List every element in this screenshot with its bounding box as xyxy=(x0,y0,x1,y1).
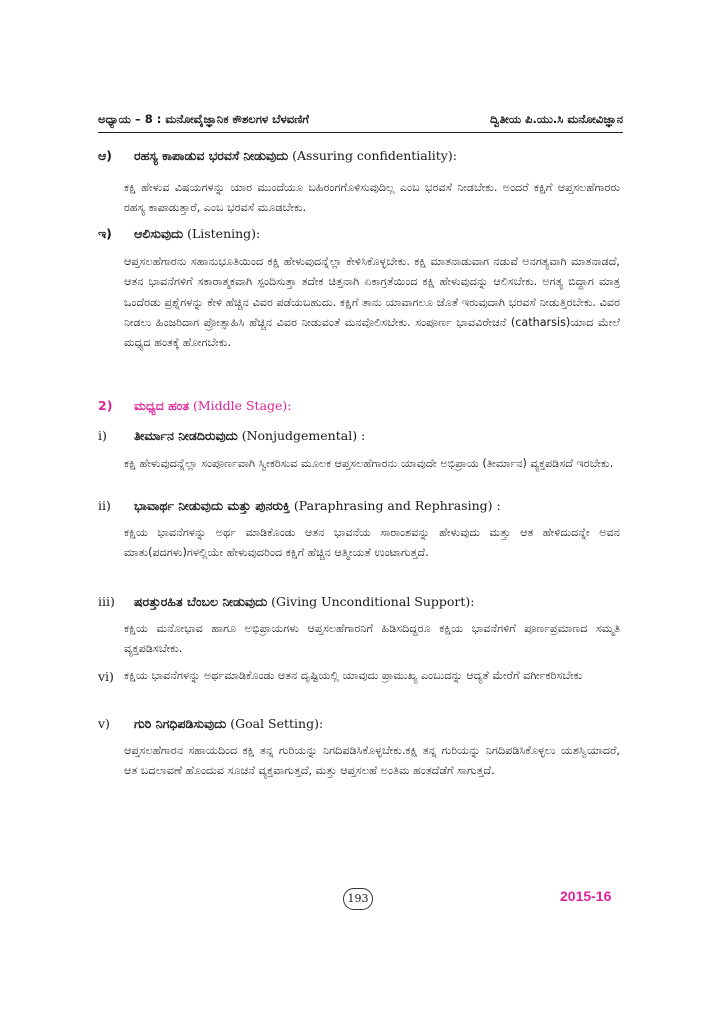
section-title-kannada: ಭಾವಾರ್ಥ ನೀಡುವುದು ಮತ್ತು ಪುನರುಕ್ತಿ xyxy=(134,498,290,513)
section-body xyxy=(124,523,620,564)
section-title-kannada: ಆಲಿಸುವುದು xyxy=(134,226,184,241)
section-marker: i) xyxy=(98,428,107,443)
paragraph: ಕಕ್ಷಿಯ ಮನೋಭಾವ ಹಾಗೂ ಅಭಿಪ್ರಾಯಗಳು ಆಪ್ತಸಲಹೆಗಾರನಿಗೆ ಹಿಡಿಸದಿದ್ದರೂ ಕಕ್ಷಿಯ ಭಾವನೆಗಳಿಗೆ ಪೂರ್ಣಪ್ರಮಾಣದ ಸಮ್ಮತಿ ವ್ಯಕ್ತಪಡಿಸಬೇಕು. xyxy=(124,622,620,656)
paragraph: ಕಕ್ಷಿ ಹೇಳುವ ವಿಷಯಗಳನ್ನು ಯಾರ ಮುಂದೆಯೂ ಬಹಿರಂಗಗೊಳಿಸುವುದಿಲ್ಲ ಎಂಬ ಭರವಸೆ ನೀಡಬೇಕು. ಅಂದರೆ ಕಕ್ಷಿಗೆ ಆಪ್ತಸಲಹೆಗಾರರು ರಹಸ್ಯ ಕಾಪಾಡುತ್ತಾರೆ, ಎಂಬ ಭರವಸೆ ಮೂಡಬೇಕು. xyxy=(124,181,620,215)
section-body xyxy=(124,619,620,660)
section-title-kannada: ಷರತ್ತುರಹಿತ ಬೆಂಬಲ ನೀಡುವುದು xyxy=(134,594,268,609)
section-marker: v) xyxy=(98,716,110,731)
section-title xyxy=(134,594,475,610)
section-title xyxy=(134,498,501,514)
section-title xyxy=(134,226,260,242)
paragraph: ಆಪ್ತಸಲಹೆಗಾರನ ಸಹಾಯದಿಂದ ಕಕ್ಷಿ ತನ್ನ ಗುರಿಯನ್ನು ನಿಗದಿಪಡಿಸಿಕೊಳ್ಳಬೇಕು.ಕಕ್ಷಿ ತನ್ನ ಗುರಿಯನ್ನು ನಿಗದಿಪಡಿಸಿಕೊಳ್ಳಲು ಯಶಸ್ವಿಯಾದರೆ, ಆತ ಬದಲಾವಣೆ ಹೊಂದುವ ಸೂಚನೆ ವ್ಯಕ್ತವಾಗುತ್ತದೆ, ಮತ್ತು ಆಪ್ತಸಲಹೆ ಅಂತಿಮ ಹಂತದೆಡೆಗೆ ಸಾಗುತ್ತದೆ. xyxy=(124,744,620,778)
section-marker: vi) xyxy=(98,669,114,684)
section-title-english: (Giving Unconditional Support): xyxy=(271,594,475,609)
paragraph: ಕಕ್ಷಿಯ ಭಾವನೆಗಳನ್ನು ಅರ್ಥ ಮಾಡಿಕೊಂಡು ಆತನ ಭಾವನೆಯ ಸಾರಾಂಶವನ್ನು ಹೇಳುವುದು ಮತ್ತು ಆತ ಹೇಳಿದುದನ್ನೇ ಅವನ ಮಾತು(ಪದಗಳು)ಗಳಲ್ಲಿಯೇ ಹೇಳುವುದರಿಂದ ಕಕ್ಷಿಗೆ ಹೆಚ್ಚಿನ ಆತ್ಮೀಯತೆ ಉಂಟಾಗುತ್ತದೆ. xyxy=(124,526,620,560)
paragraph: ಆಪ್ತಸಲಹೆಗಾರನು ಸಹಾನುಭೂತಿಯಿಂದ ಕಕ್ಷಿ ಹೇಳುವುದನ್ನೆಲ್ಲಾ ಕೇಳಿಸಿಕೊಳ್ಳಬೇಕು. ಕಕ್ಷಿ ಮಾತನಾಡುವಾಗ ನಡುವೆ ಅನಗತ್ಯವಾಗಿ ಮಾತನಾಡದೆ, ಆತನ ಭಾವನೆಗಳಿಗೆ ಸಕಾರಾತ್ಮಕವಾಗಿ ಸ್ಪಂದಿಸುತ್ತಾ ತದೇಕ ಚಿತ್ತನಾಗಿ ಏಕಾಗ್ರತೆಯಿಂದ ಕಕ್ಷಿ ಹೇಳುವುದನ್ನು ಆಲಿಸಬೇಕು. ಅಗತ್ಯ ಬಿದ್ದಾಗ ಮಾತ್ರ ಒಂದೆರಡು ಪ್ರಶ್ನೆಗಳನ್ನು ಕೇಳಿ ಹೆಚ್ಚಿನ ವಿವರ ಪಡೆಯಬಹುದು. ಕಕ್ಷಿಗೆ ತಾನು ಯಾವಾಗಲೂ ಜೊತೆ ಇರುವುದಾಗಿ ಭರವಸೆ ನೀಡುತ್ತಿರಬೇಕು. ವಿವರ ನೀಡಲು ಹಿಂಜರಿದಾಗ ಪ್ರೋತ್ಸಾಹಿಸಿ ಹೆಚ್ಚಿನ ವಿವರ ನೀಡುವಂತೆ ಮನವೊಲಿಸಬೇಕು. ಸಂಪೂರ್ಣ ಭಾವವಿರೇಚನೆ (catharsis)ಯಾದ ಮೇಲೆ ಮಧ್ಯದ ಹಂತಕ್ಕೆ ಹೋಗಬೇಕು. xyxy=(124,255,620,350)
page-header xyxy=(98,112,623,132)
section-body xyxy=(124,741,620,782)
section-title xyxy=(134,716,323,732)
section-title-kannada: ತೀರ್ಮಾನ ನೀಡದಿರುವುದು xyxy=(134,428,238,443)
section-title xyxy=(134,148,457,164)
section-body xyxy=(124,252,620,353)
section-title-english: (Middle Stage): xyxy=(192,398,292,413)
section-body xyxy=(124,178,620,219)
chapter-title: ಅಧ್ಯಾಯ – 8 : ಮನೋವೈಜ್ಞಾನಿಕ ಕೌಶಲಗಳ ಬೆಳವಣಿಗೆ xyxy=(98,112,309,126)
section-marker: ಇ) xyxy=(98,226,112,241)
edition-year: 2015-16 xyxy=(560,888,612,904)
page-number: 193 xyxy=(343,888,373,910)
section-body xyxy=(124,454,620,474)
paragraph: ಕಕ್ಷಿ ಹೇಳುವುದನ್ನೆಲ್ಲಾ ಸಂಪೂರ್ಣವಾಗಿ ಸ್ವೀಕರಿಸುವ ಮೂಲಕ ಆಪ್ತಸಲಹೆಗಾರನು ಯಾವುದೇ ಅಭಿಪ್ರಾಯ (ತೀರ್ಮಾನ) ವ್ಯಕ್ತಪಡಿಸದೆ ಇರಬೇಕು. xyxy=(124,457,614,470)
section-title xyxy=(134,398,292,414)
section-title-english: (Goal Setting): xyxy=(230,716,324,731)
section-marker: ii) xyxy=(98,498,111,513)
section-title-english: (Paraphrasing and Rephrasing) : xyxy=(293,498,501,513)
section-marker: 2) xyxy=(98,398,113,413)
section-marker: ಆ) xyxy=(98,148,112,163)
paragraph: ಕಕ್ಷಿಯ ಭಾವನೆಗಳನ್ನು ಅರ್ಥಮಾಡಿಕೊಂಡು ಆತನ ದೃಷ್ಟಿಯಲ್ಲಿ ಯಾವುದು ಪ್ರಾಮುಖ್ಯ ಎಂಬುದನ್ನು ಆದ್ಯತೆ ಮೇರೆಗೆ ವರ್ಗೀಕರಿಸಬೇಕು xyxy=(124,669,583,682)
section-title-english: (Nonjudgemental) : xyxy=(241,428,366,443)
section-title-kannada: ಮಧ್ಯದ ಹಂತ xyxy=(134,398,189,413)
book-title: ದ್ವಿತೀಯ ಪಿ.ಯು.ಸಿ ಮನೋವಿಜ್ಞಾನ xyxy=(489,112,623,126)
section-title-kannada: ರಹಸ್ಯ ಕಾಪಾಡುವ ಭರವಸೆ ನೀಡುವುದು xyxy=(134,148,289,163)
section-title-english: (Assuring confidentiality): xyxy=(292,148,457,163)
section-title xyxy=(134,428,365,444)
header-rule xyxy=(98,132,623,133)
section-title-kannada: ಗುರಿ ನಿಗಧಿಪಡಿಸುವುದು xyxy=(134,716,227,731)
section-body xyxy=(124,666,620,686)
section-marker: iii) xyxy=(98,594,115,609)
section-title-english: (Listening): xyxy=(187,226,261,241)
